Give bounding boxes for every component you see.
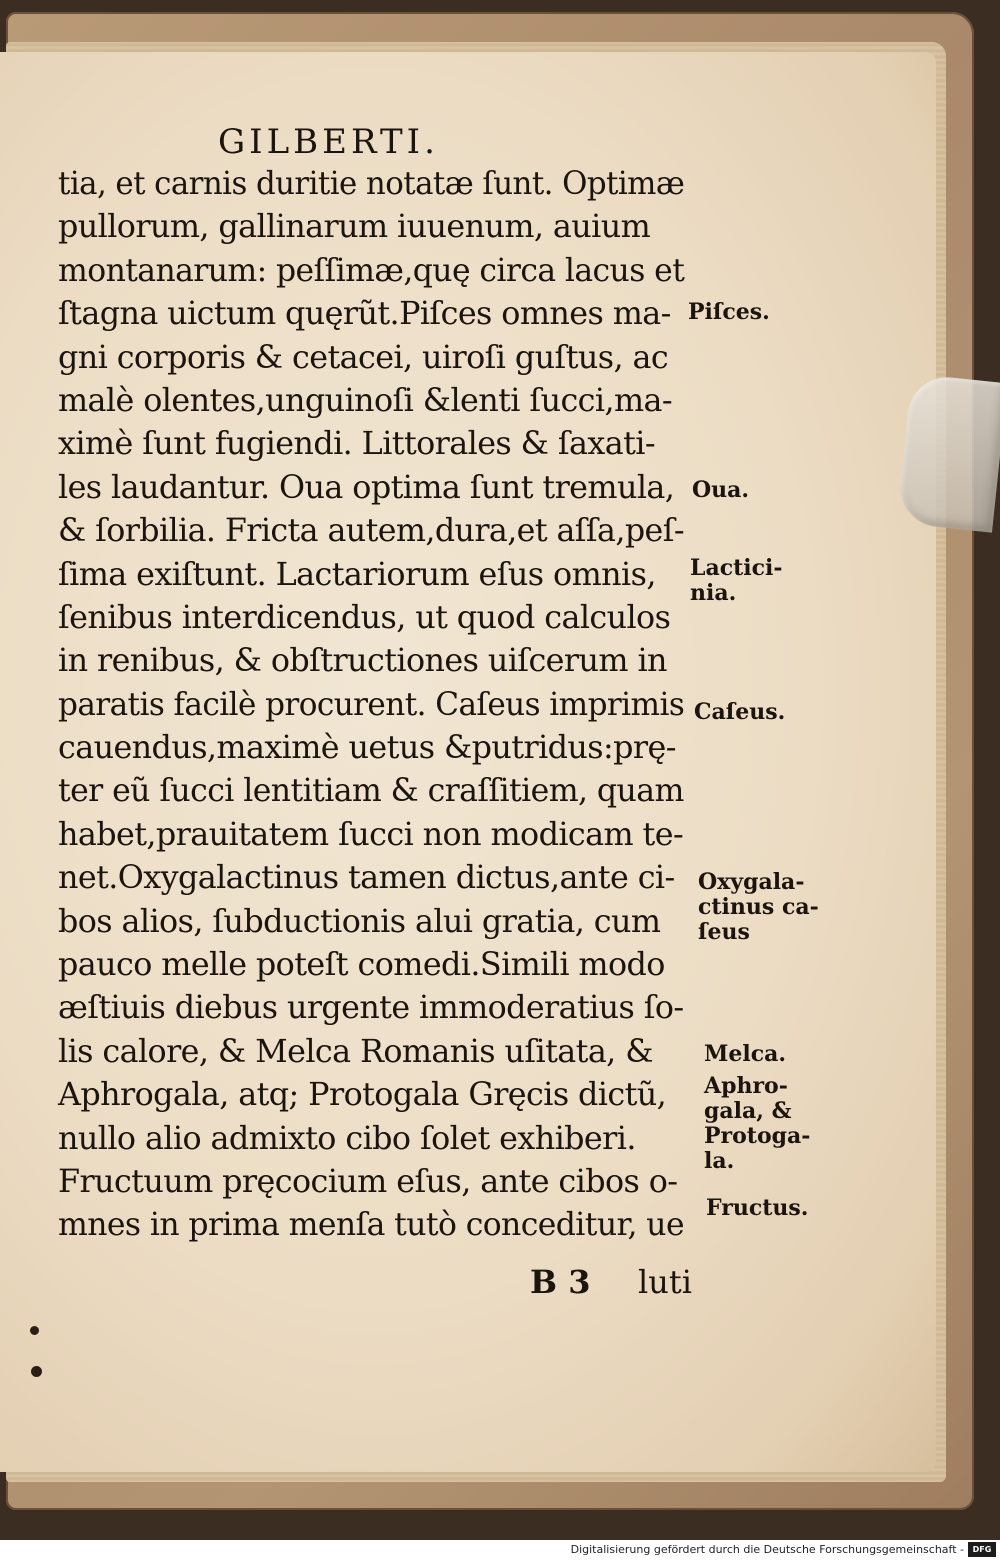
text-line: pauco melle poteſt comedi.Simili modo xyxy=(58,945,665,984)
marginal-note-fructus: Fructus. xyxy=(706,1195,809,1221)
text-line: ter eũ ſucci lentitiam & craſſitiem, quam xyxy=(58,771,684,810)
text-line: pullorum, gallinarum iuuenum, auium xyxy=(58,207,651,246)
marginal-note-oxygalactinus: Oxygala- ctinus ca- ſeus xyxy=(698,869,819,945)
running-head: GILBERTI. xyxy=(218,122,439,162)
text-line: nullo alio admixto cibo ſolet exhiberi. xyxy=(58,1118,636,1157)
text-line: ſima exiſtunt. Lactariorum eſus omnis, xyxy=(58,554,656,593)
marginal-note-pisces: Piſces. xyxy=(688,299,770,325)
text-line: tia, et carnis duritie notatæ ſunt. Optimæ xyxy=(58,164,685,202)
ink-spot xyxy=(31,1366,42,1377)
funding-credit: Digitalisierung gefördert durch die Deutsche Forschungsgemeinschaft - xyxy=(570,1543,964,1556)
text-line: ſtagna uictum quęrũt.Piſces omnes ma- xyxy=(58,294,671,333)
text-line: paratis facilè procurent. Caſeus imprimis xyxy=(58,684,685,723)
text-line: habet,prauitatem ſucci non modicam te- xyxy=(58,814,684,853)
marginal-note-aphrogala: Aphro- gala, & Protoga- la. xyxy=(704,1073,811,1174)
marginal-note-caseus: Caſeus. xyxy=(694,699,786,725)
dfg-logo: DFG xyxy=(968,1542,996,1557)
marginal-note-lacticinia: Lactici- nia. xyxy=(690,555,783,606)
signature-mark: B 3 xyxy=(530,1263,591,1301)
marginal-note-melca: Melca. xyxy=(704,1041,787,1067)
text-line: cauendus,maximè uetus &putridus:prę- xyxy=(58,728,676,767)
page-clip xyxy=(896,373,1000,532)
text-line: Aphrogala, atq; Protogala Gręcis dictũ, xyxy=(58,1075,667,1114)
text-line: malè olentes,unguinoſi &lenti ſucci,ma- xyxy=(58,380,673,419)
text-line: æſtiuis diebus urgente immoderatius ſo- xyxy=(58,988,684,1027)
text-line: mnes in prima menſa tutò conceditur, ue xyxy=(58,1205,684,1244)
text-line: Fructuum pręcocium eſus, ante cibos o- xyxy=(58,1161,678,1200)
text-line: lis calore, & Melca Romanis uſitata, & xyxy=(58,1031,653,1070)
text-line: les laudantur. Oua optima ſunt tremula, xyxy=(58,467,675,506)
text-line: bos alios, ſubductionis alui gratia, cum xyxy=(58,901,661,940)
digitization-footer xyxy=(0,1540,1000,1561)
text-line: in renibus, & obſtructiones uiſcerum in xyxy=(58,641,667,680)
text-line: ſenibus interdicendus, ut quod calculos xyxy=(58,597,671,636)
text-line: gni corporis & cetacei, uiroſi guſtus, ac xyxy=(58,337,669,376)
catchword: luti xyxy=(638,1263,692,1301)
text-line: & ſorbilia. Fricta autem,dura,et aſſa,peſ- xyxy=(58,511,684,550)
text-line: net.Oxygalactinus tamen dictus,ante ci- xyxy=(58,858,675,897)
text-line: montanarum: peſſimæ,quę circa lacus et xyxy=(58,250,685,289)
body-text xyxy=(58,162,688,1247)
text-line: ximè ſunt fugiendi. Littorales & ſaxati- xyxy=(58,424,656,463)
ink-spot xyxy=(30,1326,39,1335)
marginal-note-oua: Oua. xyxy=(692,477,750,503)
